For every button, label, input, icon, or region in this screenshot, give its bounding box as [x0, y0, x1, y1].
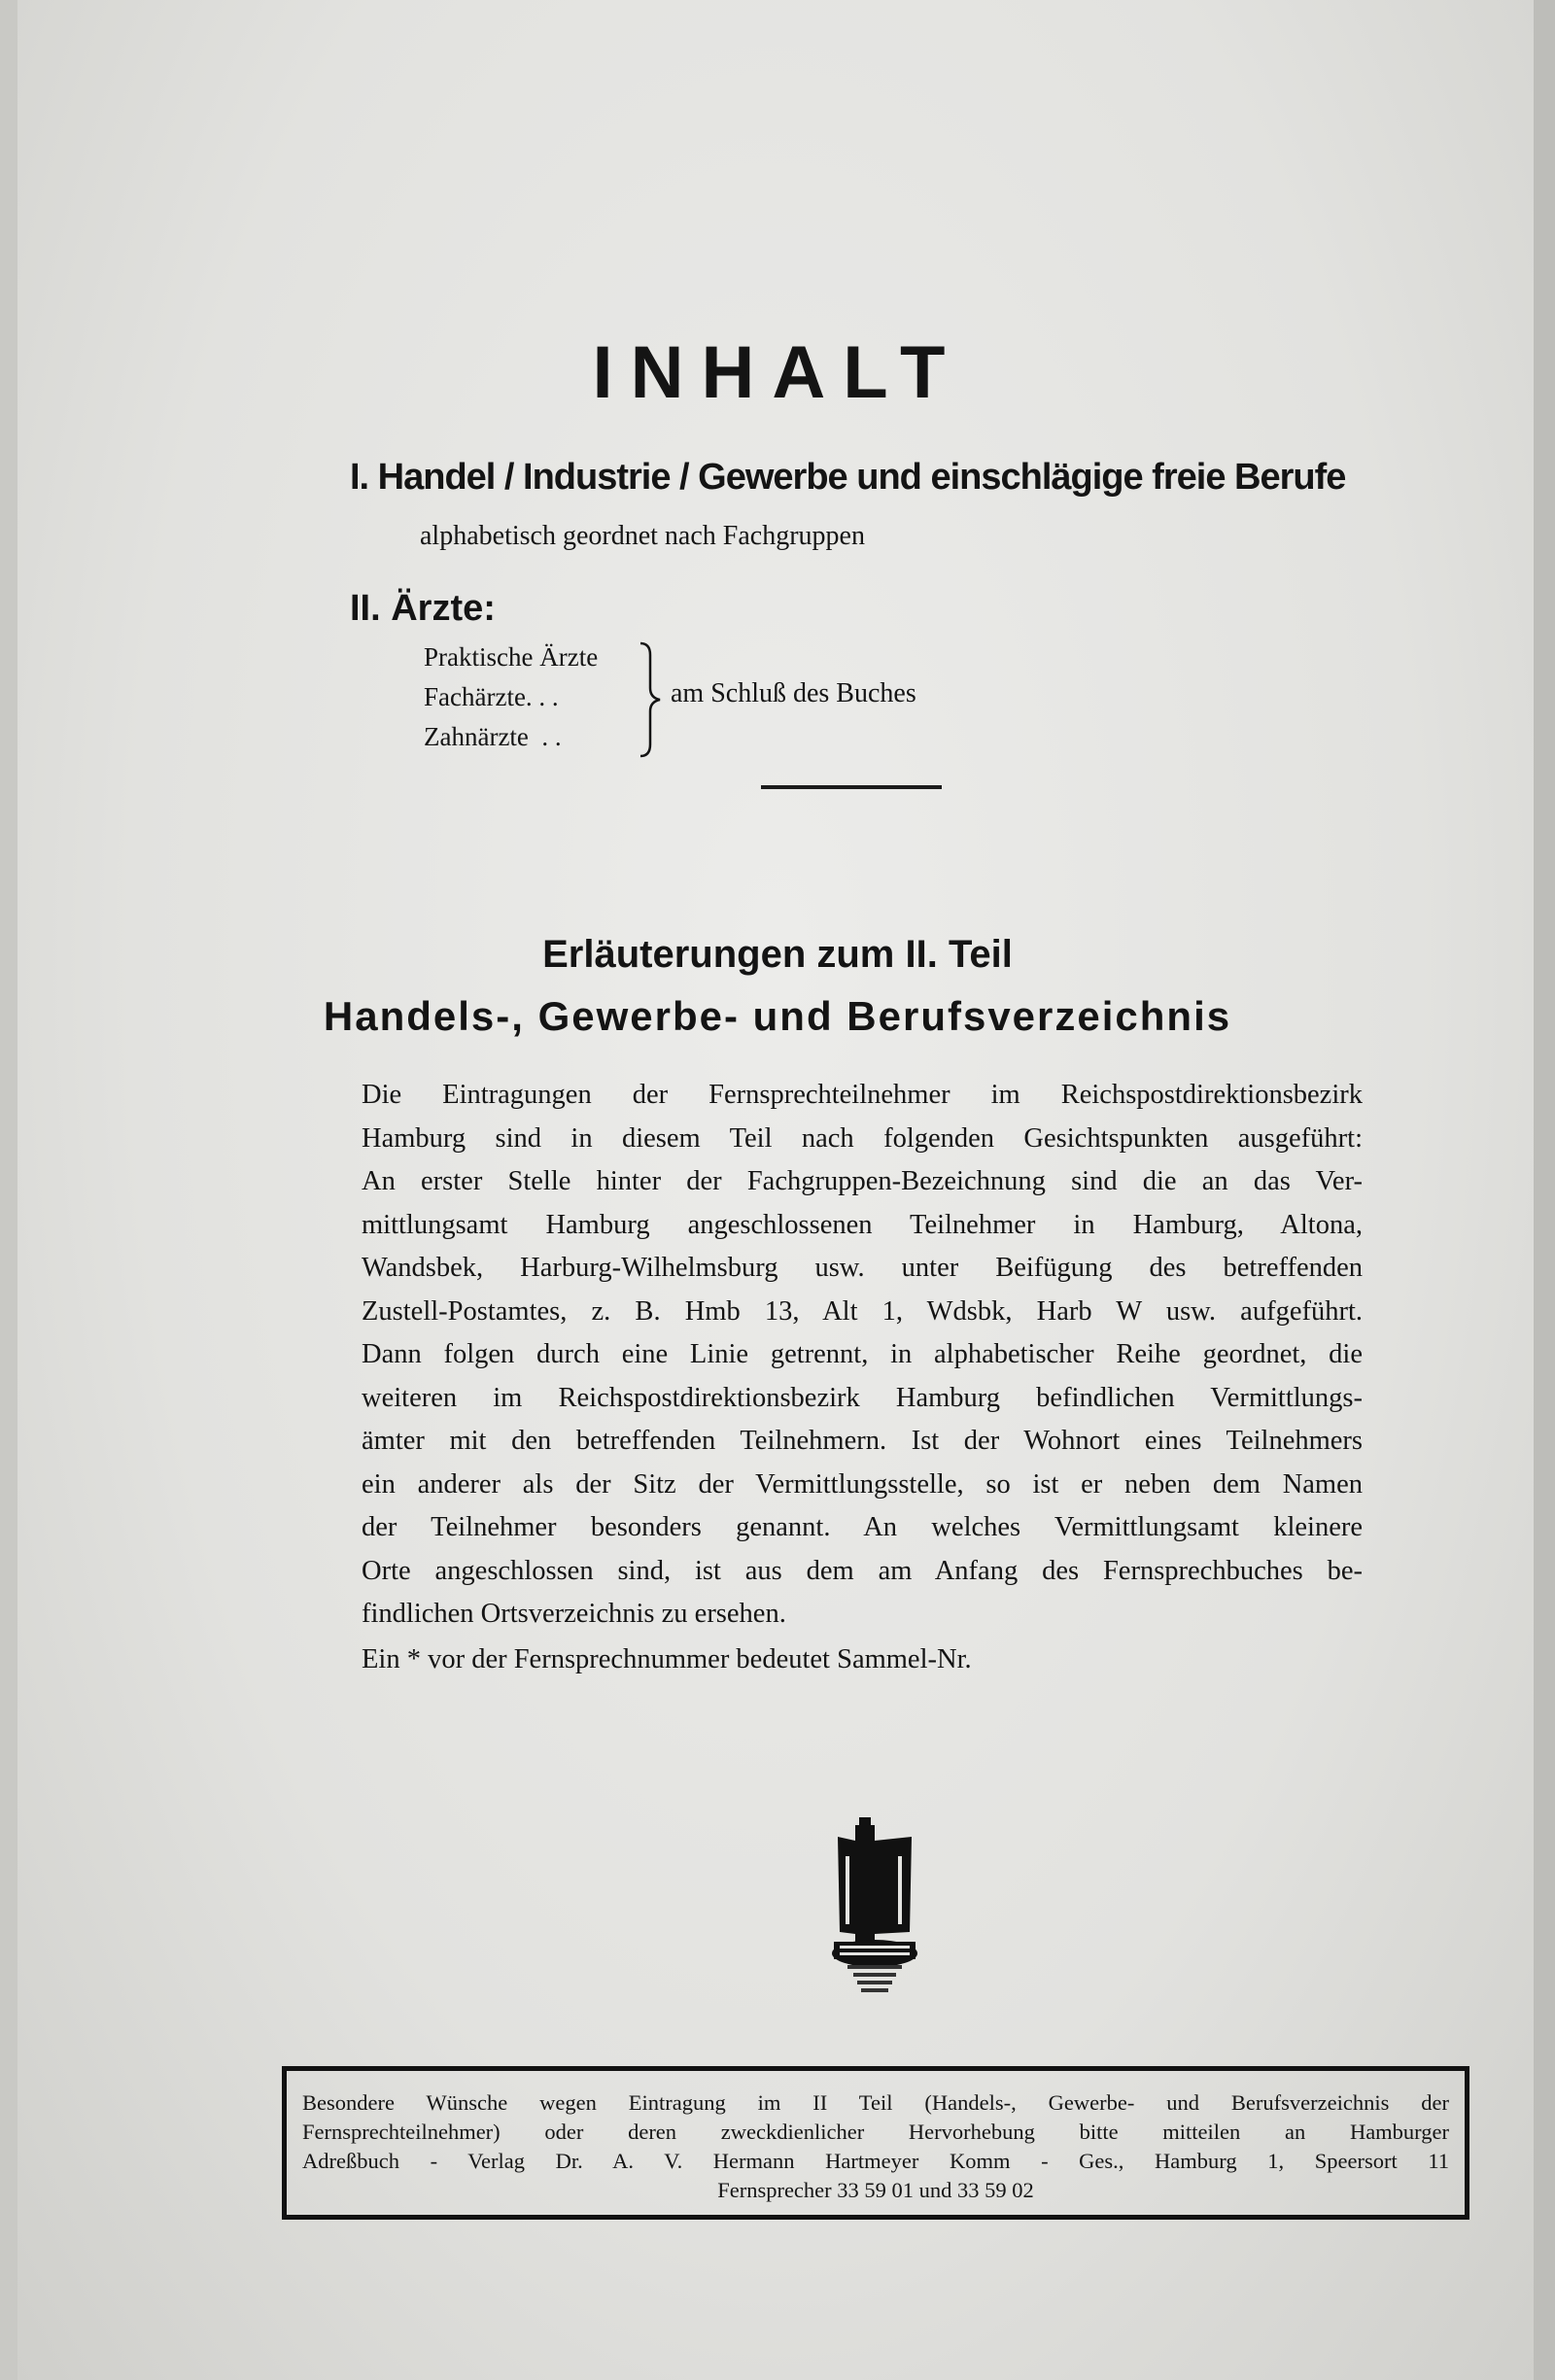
body-line: Zustell-Postamtes, z. B. Hmb 13, Alt 1, Wdsbk, Harb W usw. aufgeführt.	[362, 1295, 1363, 1327]
footer-line: Adreßbuch - Verlag Dr. A. V. Hermann Hartmeyer Komm - Ges., Hamburg 1, Speersort 11	[302, 2149, 1449, 2173]
divider-rule	[761, 785, 942, 789]
explanation-body	[362, 1074, 1363, 1681]
explanation-title: Erläuterungen zum II. Teil	[542, 933, 1013, 976]
body-line: Wandsbek, Harburg-Wilhelmsburg usw. unter Beifügung des betreffenden	[362, 1253, 1363, 1283]
body-line: Die Eintragungen der Fernsprechteilnehmer im Reichspostdirektionsbezirk	[362, 1080, 1363, 1110]
curly-brace-icon	[637, 641, 662, 758]
section-1-heading: I. Handel / Industrie / Gewerbe und einschlägige freie Berufe	[350, 457, 1346, 498]
footer-line: Besondere Wünsche wegen Eintragung im II Teil (Handels-, Gewerbe- und Berufsverzeichnis der	[302, 2090, 1449, 2115]
body-line: An erster Stelle hinter der Fachgruppen-Bezeichnung sind die an das Ver-	[362, 1166, 1363, 1196]
aerzte-item: Praktische Ärzte	[424, 642, 599, 672]
body-line: weiteren im Reichspostdirektionsbezirk Hamburg befindlichen Vermittlungs-	[362, 1382, 1363, 1413]
aerzte-list	[424, 638, 598, 757]
body-line: Dann folgen durch eine Linie getrennt, in alphabetischer Reihe geordnet, die	[362, 1339, 1363, 1369]
body-line: ein anderer als der Sitz der Vermittlungsstelle, so ist er neben dem Namen	[362, 1468, 1363, 1500]
section-2-heading: II. Ärzte:	[350, 588, 496, 629]
footer-text	[302, 2088, 1449, 2205]
footer-line: Fernsprechteilnehmer) oder deren zweckdienlicher Hervorhebung bitte mitteilen an Hamburger	[302, 2120, 1449, 2144]
body-line: findlichen Ortsverzeichnis zu ersehen.	[362, 1599, 786, 1629]
aerzte-note: am Schluß des Buches	[671, 678, 916, 708]
body-line: der Teilnehmer besonders genannt. An welches Vermittlungsamt kleinere	[362, 1512, 1363, 1542]
page-title: INHALT	[592, 331, 963, 414]
body-line: Hamburg sind in diesem Teil nach folgenden Gesichtspunkten ausgeführt:	[362, 1122, 1363, 1154]
sammel-note: Ein * vor der Fernsprechnummer bedeutet Sammel-Nr.	[362, 1643, 972, 1674]
body-line: Orte angeschlossen sind, ist aus dem am Anfang des Fernsprechbuches be-	[362, 1555, 1363, 1586]
eagle-emblem-icon	[826, 1817, 923, 2012]
body-line: ämter mit den betreffenden Teilnehmern. Ist der Wohnort eines Teilnehmers	[362, 1426, 1363, 1456]
explanation-subtitle: Handels-, Gewerbe- und Berufsverzeichnis	[323, 993, 1232, 1039]
aerzte-item: Fachärzte. . .	[424, 682, 559, 711]
footer-notice-box	[282, 2066, 1469, 2220]
section-1-subtitle: alphabetisch geordnet nach Fachgruppen	[420, 521, 865, 551]
aerzte-item: Zahnärzte . .	[424, 722, 562, 751]
body-line: mittlungsamt Hamburg angeschlossenen Teilnehmer in Hamburg, Altona,	[362, 1209, 1363, 1240]
footer-line: Fernsprecher 33 59 01 und 33 59 02	[717, 2178, 1034, 2202]
